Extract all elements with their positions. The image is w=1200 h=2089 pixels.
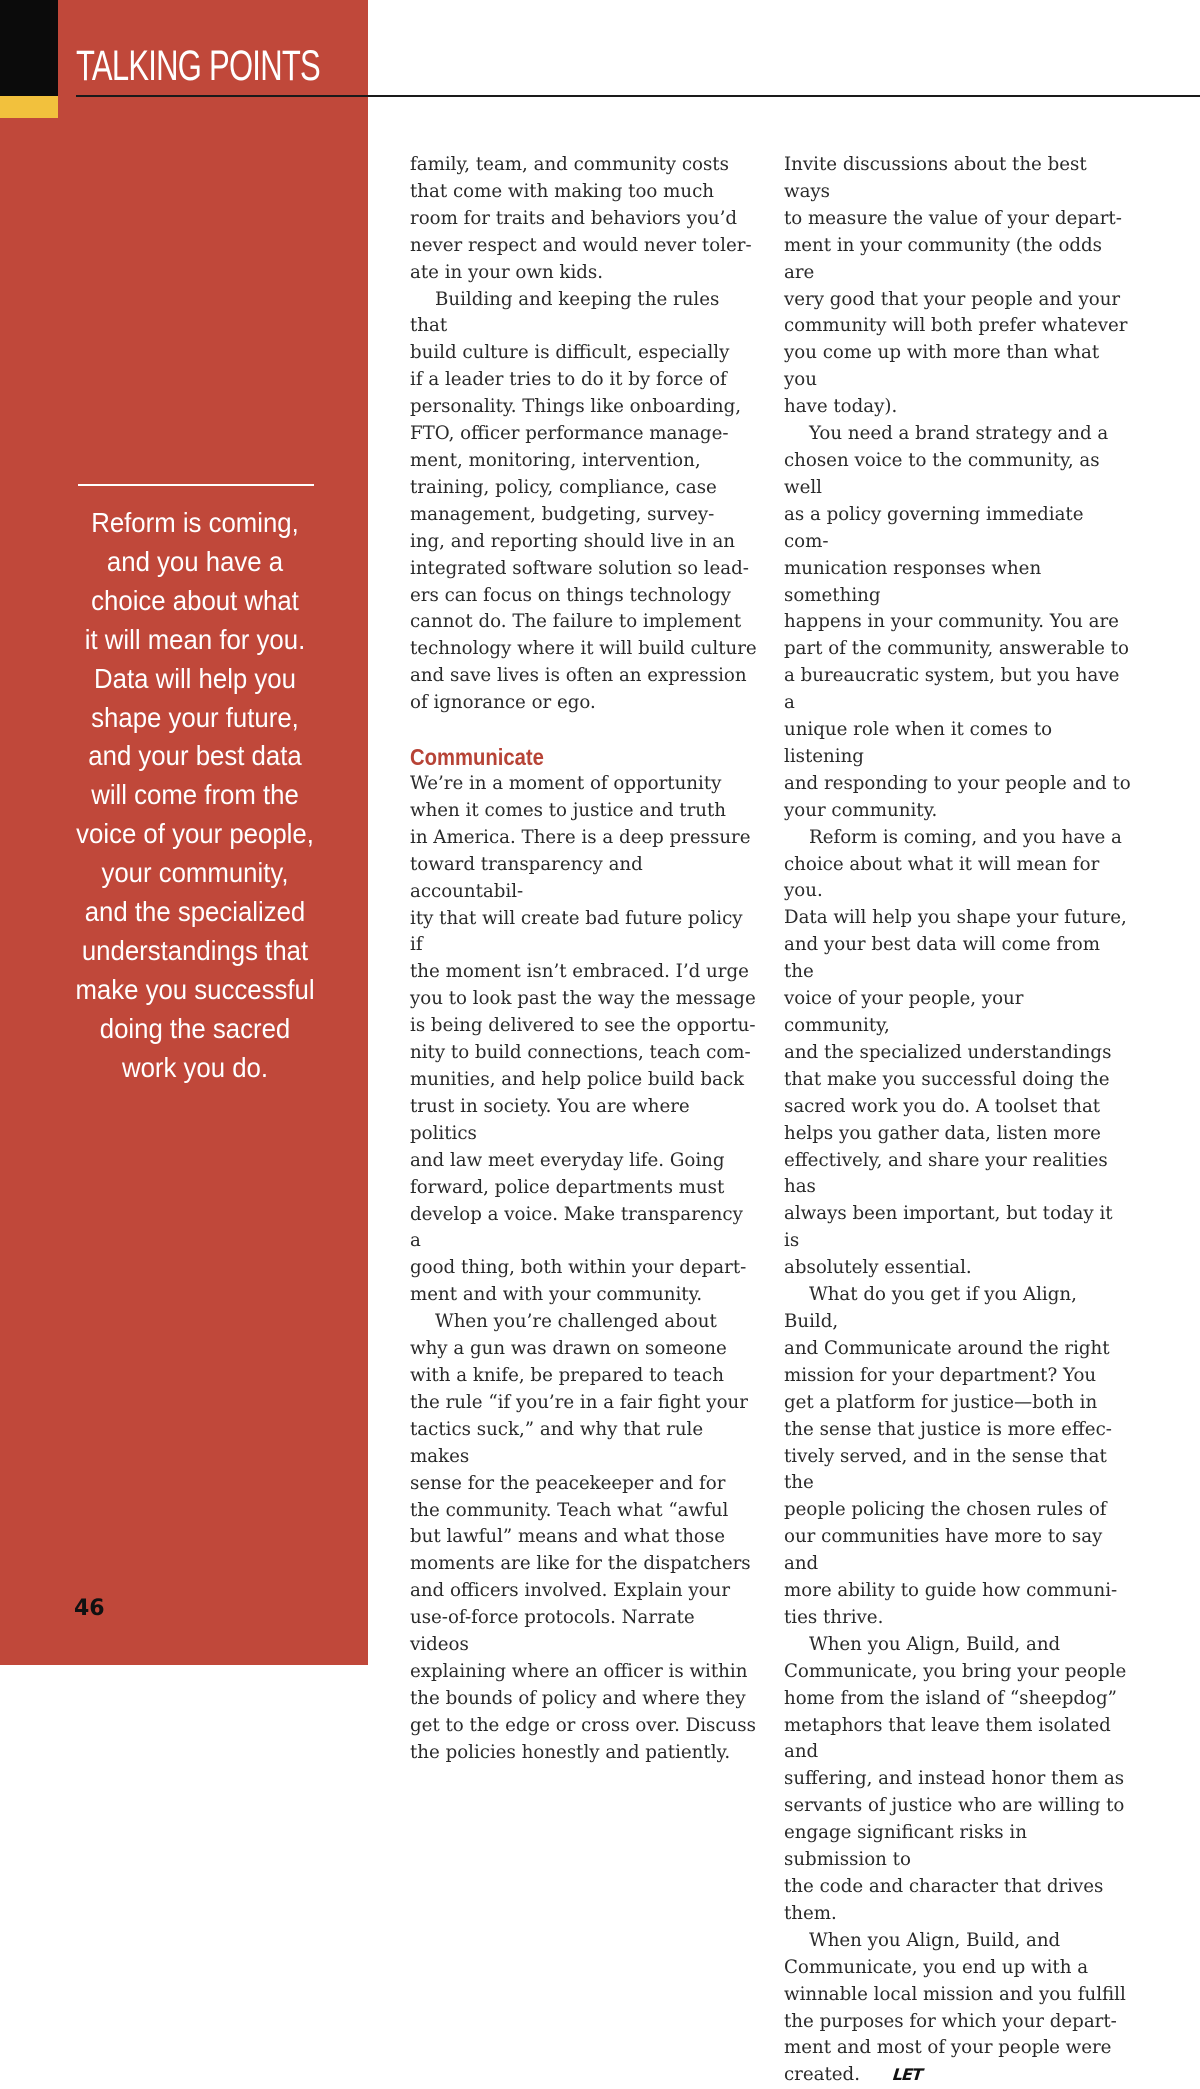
- header-gold-tab: [0, 96, 58, 118]
- paragraph-final: [784, 1928, 1132, 2089]
- subhead-communicate: Communicate: [410, 744, 544, 771]
- paragraph-final-text: When you Align, Build, and Communicate, you end up with a winnable local mission and you fulfill the purposes for which your depart- ment and most of your people were created.: [784, 1929, 1126, 2086]
- paragraph: Reform is coming, and you have a choice about what it will mean for you. Data will help you shape your future, and your best data will come from the voice of your people, your community, and the specialized understandings that make you successful doing the sacred work you do. A toolset that helps you gather data, listen more effectively, and share your realities has always been important, but today it is absolutely essential.: [784, 826, 1127, 1279]
- paragraph: What do you get if you Align, Build, and Communicate around the right mission for your department? You get a platform for justice—both in the sense that justice is more effec- tively served, and in the sense that the people policing the chosen rules of our communities have more to say and more ability to guide how communi- ties thrive.: [784, 1284, 1118, 1628]
- paragraph: Invite discussions about the best ways to measure the value of your depart- ment in your community (the odds are very good that your people and your community will both prefer whatever you come up with more than what you have today).: [784, 154, 1128, 418]
- page-number: 46: [74, 1596, 105, 1621]
- paragraph: We’re in a moment of opportunity when it comes to justice and truth in America. There is a deep pressure toward transparency and accountabil- ity that will create bad future policy if the moment isn’t embraced. I’d urge you to look past the way the message is being delivered to see the opportu- nity to build connections, teach com- munities, and help police build back trust in society. You are where politics and law meet everyday life. Going forward, police departments must develop a voice. Make transparency a good thing, both within your depart- ment and with your community.: [410, 773, 756, 1306]
- header-rule: [76, 95, 1200, 97]
- paragraph: Building and keeping the rules that build culture is difficult, especially if a leader tries to do it by force of personality. Things like onboarding, FTO, officer performance manage- ment, monitoring, intervention, training, policy, compliance, case management, budgeting, survey- ing, and reporting should live in an integrated software solution so lead- ers can focus on things technology cannot do. The failure to implement technology where it will build culture and save lives is often an expression of ignorance or ego.: [410, 288, 757, 714]
- article-column-1: [410, 152, 758, 1767]
- paragraph: You need a brand strategy and a chosen voice to the community, as well as a policy governing immediate com- munication responses when something happens in your community. You are part of the community, answerable to a bureaucratic system, but you have a unique role when it comes to listening and responding to your people and to your community.: [784, 423, 1131, 821]
- paragraph: When you’re challenged about why a gun was drawn on someone with a knife, be prepared to teach the rule “if you’re in a fair fight your tactics suck,” and why that rule makes sense for the peacekeeper and for the community. Teach what “awful but lawful” means and what those moments are like for the dispatchers and officers involved. Explain your use-of-force protocols. Narrate videos explaining where an officer is within the bounds of policy and where they get to the edge or cross over. Discuss the policies honestly and patiently.: [410, 1311, 756, 1763]
- end-mark-logo: LET: [892, 2065, 924, 2085]
- pull-quote-rule: [78, 484, 314, 486]
- paragraph: family, team, and community costs that come with making too much room for traits and behaviors you’d never respect and would never toler- ate in your own kids.: [410, 154, 752, 283]
- header-black-tab: [0, 0, 58, 96]
- article-column-2: [784, 152, 1132, 2089]
- paragraph-gap: [410, 717, 758, 744]
- paragraph: When you Align, Build, and Communicate, you bring your people home from the island of “sheepdog” metaphors that leave them isolated and suffering, and instead honor them as servants of justice who are willing to engage significant risks in submission to the code and character that drives them.: [784, 1633, 1127, 1924]
- section-title: TALKING POINTS: [76, 42, 320, 90]
- pull-quote: Reform is coming, and you have a choice about what it will mean for you. Data will help you shape your future, and your best data will come from the voice of your people, your community, and the specialized understandings that make you successful doing the sacred work you do.: [75, 507, 315, 1083]
